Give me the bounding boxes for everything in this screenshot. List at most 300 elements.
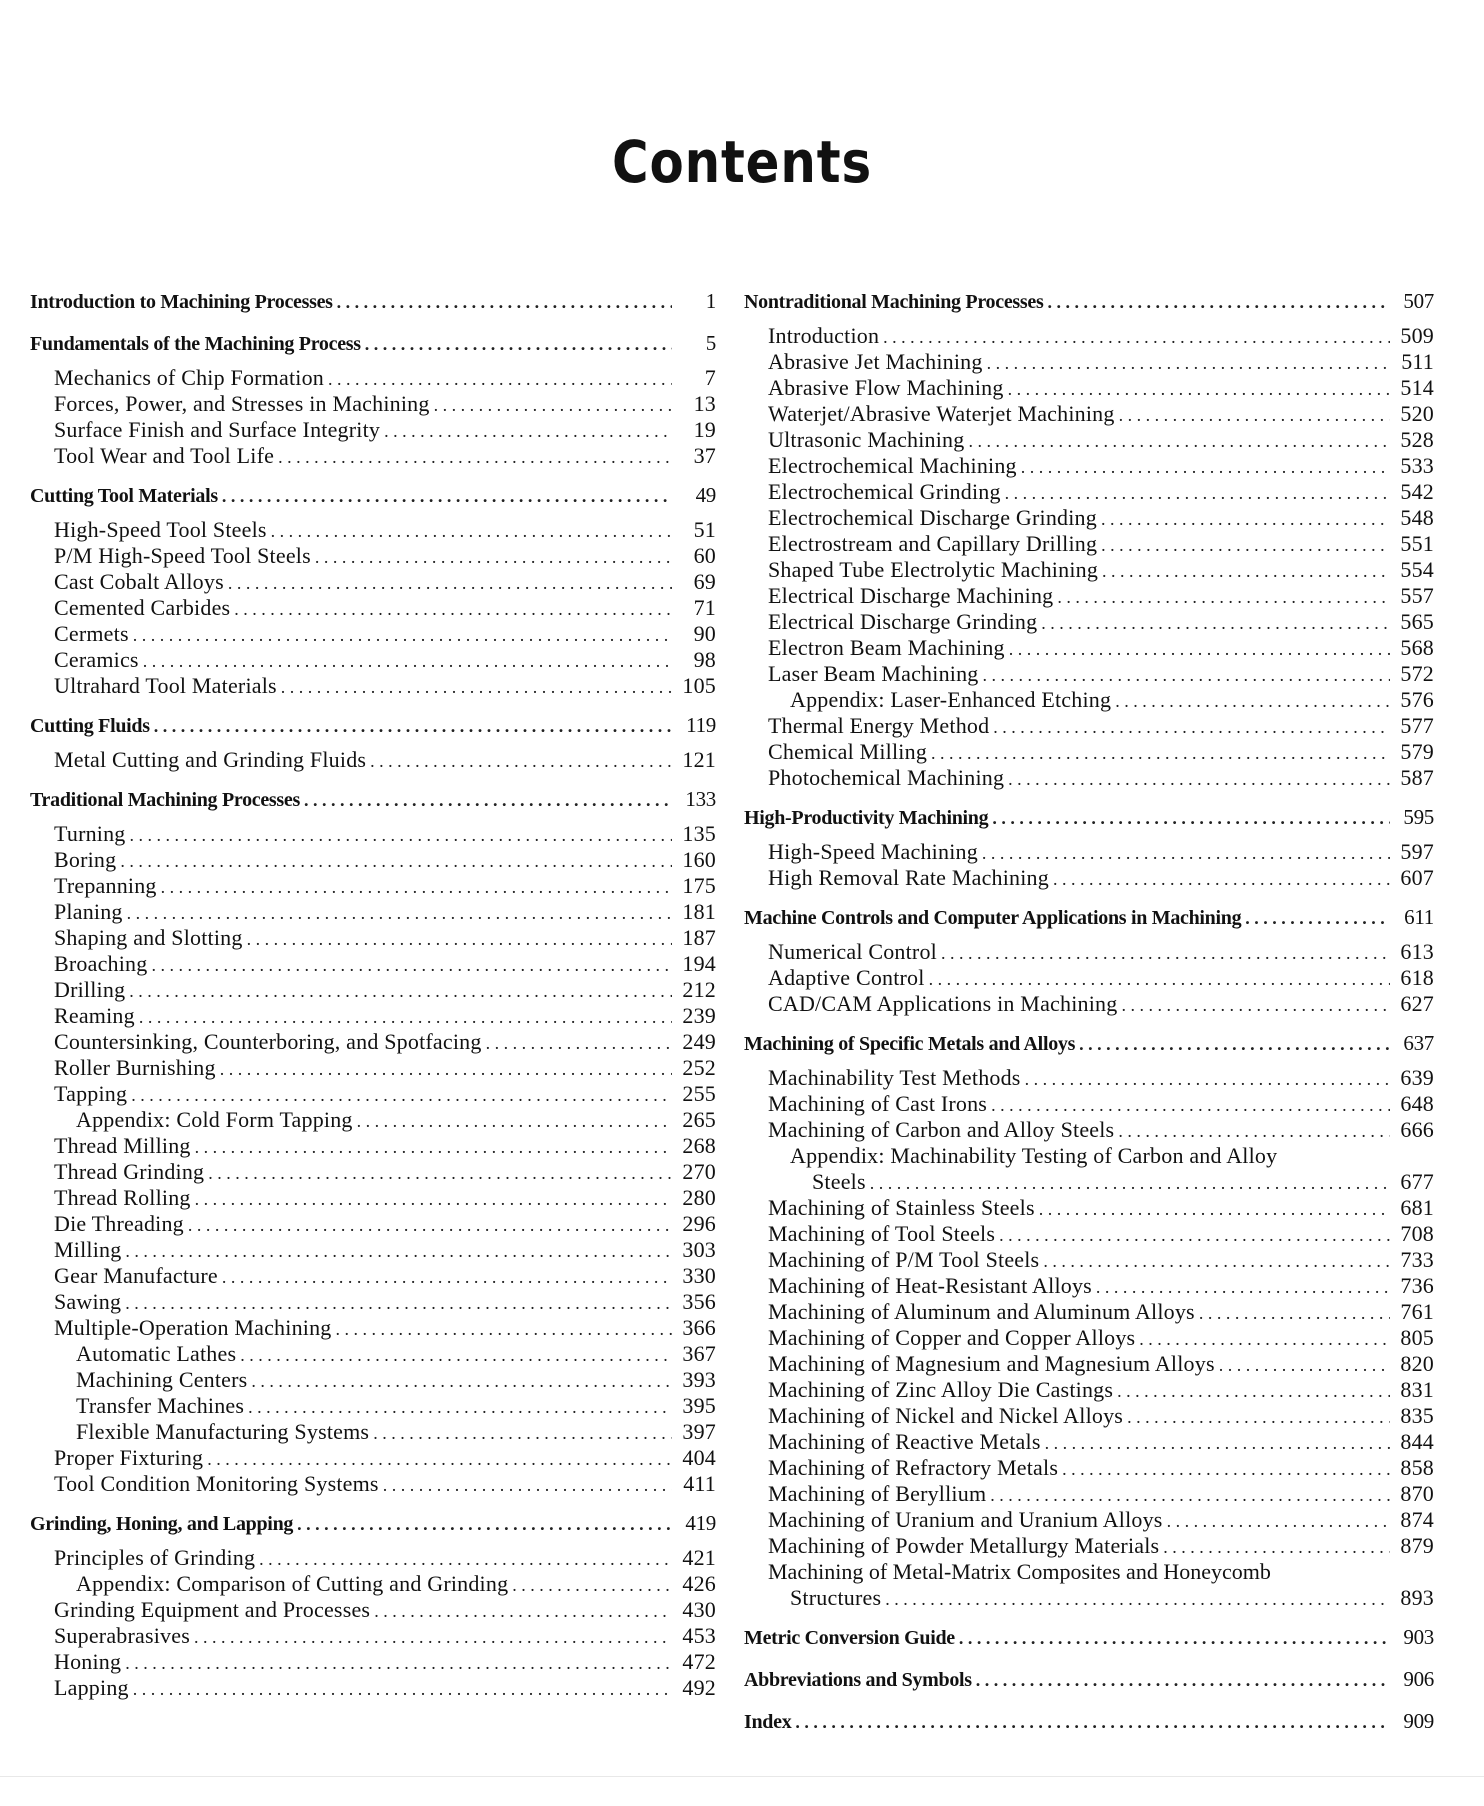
dot-leader: [259, 1545, 672, 1572]
toc-section-heading[interactable]: [744, 901, 1434, 933]
page-number: 557: [1400, 583, 1434, 608]
dot-leader: [373, 1419, 672, 1446]
toc-entry[interactable]: [744, 557, 1434, 583]
entry-title: Machining of Heat-Resistant Alloys: [768, 1273, 1092, 1298]
page-number: 69: [693, 569, 716, 594]
toc-entry[interactable]: [744, 427, 1434, 453]
entry-title: Tapping: [54, 1081, 128, 1106]
page-number: 613: [1400, 939, 1434, 964]
entry-title: Abrasive Jet Machining: [768, 349, 983, 374]
page-number: 252: [682, 1055, 716, 1080]
toc-section-heading[interactable]: [744, 285, 1434, 317]
entry-title: Numerical Control: [768, 939, 937, 964]
page-number: 426: [682, 1571, 716, 1596]
page-number: 49: [695, 483, 716, 507]
page-number: 708: [1400, 1221, 1434, 1246]
page-number: 666: [1400, 1117, 1434, 1142]
toc-section-heading[interactable]: [30, 479, 716, 511]
toc-entry[interactable]: [30, 1675, 716, 1701]
entry-title: Electrical Discharge Machining: [768, 583, 1054, 608]
toc-entry[interactable]: [744, 1429, 1434, 1455]
toc-entry[interactable]: [30, 1133, 716, 1159]
page-number: 249: [682, 1029, 716, 1054]
toc-entry[interactable]: [744, 1273, 1434, 1299]
toc-entry[interactable]: [30, 1055, 716, 1081]
page-number: 239: [682, 1003, 716, 1028]
entry-title: Boring: [54, 847, 117, 872]
toc-entry[interactable]: [30, 517, 716, 543]
entry-title: CAD/CAM Applications in Machining: [768, 991, 1118, 1016]
toc-entry[interactable]: [30, 1237, 716, 1263]
toc-entry[interactable]: [744, 505, 1434, 531]
dot-leader: [929, 965, 1390, 992]
dot-leader: [885, 1585, 1390, 1612]
toc-entry[interactable]: [30, 647, 716, 673]
page-number: 870: [1400, 1481, 1434, 1506]
toc-entry[interactable]: [744, 1351, 1434, 1377]
section-title: Cutting Fluids: [30, 715, 150, 737]
dot-leader: [228, 569, 672, 596]
toc-entry[interactable]: [30, 1419, 716, 1445]
entry-title: Structures: [790, 1585, 882, 1610]
dot-leader: [154, 710, 672, 742]
toc-entry[interactable]: [30, 1393, 716, 1419]
page-number: 627: [1400, 991, 1434, 1016]
section-title: Machine Controls and Computer Applications in Machining: [744, 907, 1242, 929]
dot-leader: [1008, 765, 1390, 792]
page-number: 681: [1400, 1195, 1434, 1220]
entry-title: Forces, Power, and Stresses in Machining: [54, 391, 430, 416]
page-number: 595: [1403, 805, 1434, 829]
toc-entry[interactable]: [744, 1299, 1434, 1325]
dot-leader: [151, 951, 672, 978]
dot-leader: [870, 1169, 1390, 1196]
toc-entry[interactable]: [744, 1377, 1434, 1403]
toc-entry[interactable]: [30, 543, 716, 569]
dot-leader: [1005, 479, 1390, 506]
dot-leader: [1102, 557, 1390, 584]
toc-entry[interactable]: [30, 1571, 716, 1597]
dot-leader: [987, 349, 1390, 376]
section-title: High-Productivity Machining: [744, 807, 989, 829]
entry-title: Gear Manufacture: [54, 1263, 218, 1288]
toc-entry[interactable]: [30, 1445, 716, 1471]
page-number: 265: [682, 1107, 716, 1132]
entry-title: Machining of Metal-Matrix Composites and Honeycomb: [768, 1559, 1271, 1584]
dot-leader: [297, 1508, 672, 1540]
dot-leader: [1163, 1533, 1390, 1560]
entry-title: Thermal Energy Method: [768, 713, 990, 738]
entry-title: Thread Rolling: [54, 1185, 191, 1210]
toc-entry[interactable]: [744, 401, 1434, 427]
entry-title: Appendix: Machinability Testing of Carbon and Alloy: [790, 1143, 1278, 1168]
dot-leader: [1117, 1377, 1390, 1404]
toc-entry[interactable]: [30, 1211, 716, 1237]
page-number: 577: [1400, 713, 1434, 738]
entry-title: Sawing: [54, 1289, 122, 1314]
entry-title: Machining of Carbon and Alloy Steels: [768, 1117, 1115, 1142]
toc-entry[interactable]: [744, 453, 1434, 479]
dot-leader: [194, 1623, 672, 1650]
dot-leader: [125, 1237, 672, 1264]
toc-section-heading[interactable]: [744, 1621, 1434, 1653]
entry-title: Principles of Grinding: [54, 1545, 256, 1570]
page-number: 367: [682, 1341, 716, 1366]
dot-leader: [251, 1367, 672, 1394]
toc-entry[interactable]: [744, 1481, 1434, 1507]
entry-title: Machining of Stainless Steels: [768, 1195, 1035, 1220]
entry-title: Steels: [812, 1169, 866, 1194]
page-number: 520: [1400, 401, 1434, 426]
toc-entry[interactable]: [30, 595, 716, 621]
page-number: 858: [1400, 1455, 1434, 1480]
section-title: Grinding, Honing, and Lapping: [30, 1513, 294, 1535]
toc-entry[interactable]: [30, 899, 716, 925]
dot-leader: [139, 1003, 672, 1030]
toc-entry[interactable]: [30, 569, 716, 595]
entry-title: Machining of Beryllium: [768, 1481, 987, 1506]
dot-leader: [1021, 453, 1390, 480]
toc-section-heading[interactable]: [744, 801, 1434, 833]
page-number: 587: [1400, 765, 1434, 790]
dot-leader: [1115, 687, 1390, 714]
toc-entry[interactable]: [744, 531, 1434, 557]
page-number: 51: [693, 517, 716, 542]
toc-entry[interactable]: [744, 1169, 1434, 1195]
entry-title: Ultrasonic Machining: [768, 427, 965, 452]
entry-title: Drilling: [54, 977, 126, 1002]
toc-entry[interactable]: [744, 739, 1434, 765]
toc-section: [30, 327, 716, 469]
dot-leader: [370, 747, 672, 774]
toc-entry[interactable]: [30, 1263, 716, 1289]
toc-section-heading[interactable]: [30, 327, 716, 359]
toc-section: [30, 709, 716, 773]
dot-leader: [120, 847, 672, 874]
toc-right-column: [744, 285, 1434, 1747]
toc-entry[interactable]: [30, 873, 716, 899]
page-number: 511: [1401, 349, 1434, 374]
toc-entry[interactable]: [744, 865, 1434, 891]
dot-leader: [195, 1133, 672, 1160]
entry-title: Abrasive Flow Machining: [768, 375, 1004, 400]
dot-leader: [931, 739, 1390, 766]
entry-title: Appendix: Cold Form Tapping: [76, 1107, 353, 1132]
page-number: 280: [682, 1185, 716, 1210]
toc-section: [30, 285, 716, 317]
entry-title: Machining of Aluminum and Aluminum Alloys: [768, 1299, 1195, 1324]
toc-entry[interactable]: [30, 821, 716, 847]
dot-leader: [941, 939, 1390, 966]
toc-entry[interactable]: [30, 1081, 716, 1107]
page-number: 533: [1400, 453, 1434, 478]
toc-entry[interactable]: [744, 1143, 1434, 1169]
toc-entry[interactable]: [30, 417, 716, 443]
toc-entry[interactable]: [30, 951, 716, 977]
toc-entry[interactable]: [30, 1289, 716, 1315]
dot-leader: [883, 323, 1390, 350]
toc-section: [30, 1507, 716, 1701]
entry-title: High-Speed Tool Steels: [54, 517, 267, 542]
toc-entry[interactable]: [744, 1585, 1434, 1611]
dot-leader: [1079, 1028, 1390, 1060]
page-number: 404: [682, 1445, 716, 1470]
toc-entry[interactable]: [744, 583, 1434, 609]
dot-leader: [248, 1393, 672, 1420]
page-number: 514: [1400, 375, 1434, 400]
toc-entry[interactable]: [30, 1315, 716, 1341]
page-number: 554: [1400, 557, 1434, 582]
dot-leader: [990, 1481, 1390, 1508]
toc-section-heading[interactable]: [30, 285, 716, 317]
page-number: 181: [682, 899, 716, 924]
page-number: 270: [682, 1159, 716, 1184]
dot-leader: [1008, 375, 1390, 402]
toc-entry[interactable]: [30, 1107, 716, 1133]
page-number: 903: [1403, 1625, 1434, 1649]
entry-title: Turning: [54, 821, 126, 846]
toc-section-heading[interactable]: [744, 1027, 1434, 1059]
toc-entry[interactable]: [30, 391, 716, 417]
page-number: 105: [682, 673, 716, 698]
entry-title: Machining of Magnesium and Magnesium Alloys: [768, 1351, 1215, 1376]
toc-entry[interactable]: [744, 1559, 1434, 1585]
dot-leader: [222, 480, 672, 512]
toc-entry[interactable]: [744, 713, 1434, 739]
toc-entry[interactable]: [744, 1221, 1434, 1247]
page-number: 411: [683, 1471, 716, 1496]
page-number: 820: [1400, 1351, 1434, 1376]
toc-entry[interactable]: [744, 349, 1434, 375]
toc-entry[interactable]: [744, 1247, 1434, 1273]
toc-entry[interactable]: [744, 965, 1434, 991]
entry-title: Machining of Reactive Metals: [768, 1429, 1041, 1454]
dot-leader: [1057, 583, 1390, 610]
toc-left-column: [30, 285, 716, 1711]
section-title: Fundamentals of the Machining Process: [30, 333, 361, 355]
entry-title: Proper Fixturing: [54, 1445, 204, 1470]
page-number: 542: [1400, 479, 1434, 504]
toc-section-heading[interactable]: [30, 1507, 716, 1539]
toc-section: [30, 479, 716, 699]
dot-leader: [131, 1081, 672, 1108]
page-number: 60: [693, 543, 716, 568]
page-number: 5: [705, 331, 716, 355]
toc-entry[interactable]: [744, 1325, 1434, 1351]
toc-section-heading[interactable]: [30, 709, 716, 741]
toc-entry[interactable]: [744, 1065, 1434, 1091]
entry-title: Reaming: [54, 1003, 135, 1028]
entry-title: Machining of Tool Steels: [768, 1221, 996, 1246]
entry-title: Roller Burnishing: [54, 1055, 216, 1080]
toc-entry[interactable]: [30, 621, 716, 647]
toc-section-heading[interactable]: [744, 1705, 1434, 1737]
entry-title: Grinding Equipment and Processes: [54, 1597, 371, 1622]
entry-title: Machining of Nickel and Nickel Alloys: [768, 1403, 1124, 1428]
toc-entry[interactable]: [744, 839, 1434, 865]
toc-entry[interactable]: [744, 1195, 1434, 1221]
page-number: 7: [704, 365, 716, 390]
entry-title: Automatic Lathes: [76, 1341, 237, 1366]
toc-entry[interactable]: [744, 1533, 1434, 1559]
dot-leader: [1199, 1299, 1390, 1326]
dot-leader: [337, 286, 672, 318]
toc-entry[interactable]: [30, 443, 716, 469]
entry-title: Appendix: Comparison of Cutting and Grinding: [76, 1571, 509, 1596]
page-number: 90: [693, 621, 716, 646]
toc-entry[interactable]: [30, 673, 716, 699]
toc-entry[interactable]: [744, 375, 1434, 401]
dot-leader: [1118, 1117, 1390, 1144]
toc-entry[interactable]: [30, 977, 716, 1003]
page-edge: [0, 1776, 1484, 1777]
toc-entry[interactable]: [30, 1597, 716, 1623]
toc-entry[interactable]: [744, 1455, 1434, 1481]
toc-entry[interactable]: [30, 847, 716, 873]
page-number: 296: [682, 1211, 716, 1236]
dot-leader: [992, 802, 1390, 834]
toc-entry[interactable]: [30, 1367, 716, 1393]
dot-leader: [1121, 991, 1390, 1018]
entry-title: Surface Finish and Surface Integrity: [54, 417, 381, 442]
page-number: 453: [682, 1623, 716, 1648]
page-number: 579: [1400, 739, 1434, 764]
toc-entry[interactable]: [30, 1003, 716, 1029]
toc-entry[interactable]: [30, 1341, 716, 1367]
page-number: 572: [1400, 661, 1434, 686]
toc-entry[interactable]: [744, 1403, 1434, 1429]
toc-section: [744, 1705, 1434, 1737]
entry-title: High-Speed Machining: [768, 839, 978, 864]
section-title: Metric Conversion Guide: [744, 1627, 955, 1649]
entry-title: Countersinking, Counterboring, and Spotfacing: [54, 1029, 482, 1054]
dot-leader: [991, 1091, 1390, 1118]
toc-section: [744, 901, 1434, 1017]
toc-entry[interactable]: [30, 1185, 716, 1211]
dot-leader: [127, 899, 672, 926]
page-number: 1: [705, 289, 716, 313]
page-number: 509: [1400, 323, 1434, 348]
dot-leader: [1096, 1273, 1390, 1300]
page-number: 98: [693, 647, 716, 672]
page-number: 135: [682, 821, 716, 846]
toc-entry[interactable]: [30, 365, 716, 391]
toc-section-heading[interactable]: [744, 1663, 1434, 1695]
section-title: Introduction to Machining Processes: [30, 291, 333, 313]
toc-entry[interactable]: [744, 323, 1434, 349]
toc-entry[interactable]: [744, 609, 1434, 635]
dot-leader: [1245, 902, 1390, 934]
entry-title: Planing: [54, 899, 123, 924]
toc-entry[interactable]: [30, 1623, 716, 1649]
toc-entry[interactable]: [744, 635, 1434, 661]
toc-entry[interactable]: [30, 1159, 716, 1185]
section-title: Traditional Machining Processes: [30, 789, 300, 811]
page-number: 648: [1400, 1091, 1434, 1116]
page-number: 637: [1403, 1031, 1434, 1055]
entry-title: Lapping: [54, 1675, 129, 1700]
toc-entry[interactable]: [30, 925, 716, 951]
page-number: 736: [1400, 1273, 1434, 1298]
entry-title: Shaped Tube Electrolytic Machining: [768, 557, 1099, 582]
page-number: 268: [682, 1133, 716, 1158]
toc-entry[interactable]: [744, 1117, 1434, 1143]
entry-title: Transfer Machines: [76, 1393, 245, 1418]
toc-section: [744, 1027, 1434, 1611]
page-number: 831: [1400, 1377, 1434, 1402]
page-number: 419: [685, 1511, 716, 1535]
dot-leader: [1101, 531, 1390, 558]
section-title: Index: [744, 1711, 792, 1733]
page-number: 330: [682, 1263, 716, 1288]
page-number: 492: [682, 1675, 716, 1700]
page-number: 844: [1400, 1429, 1434, 1454]
toc-section-heading[interactable]: [30, 783, 716, 815]
page-number: 194: [682, 951, 716, 976]
page-number: 874: [1400, 1507, 1434, 1532]
dot-leader: [130, 821, 672, 848]
page-title: Contents: [612, 128, 872, 196]
dot-leader: [512, 1571, 672, 1598]
toc-entry[interactable]: [30, 1029, 716, 1055]
page-number: 618: [1400, 965, 1434, 990]
toc-entry[interactable]: [744, 991, 1434, 1017]
page-number: 421: [682, 1545, 716, 1570]
toc-entry[interactable]: [744, 1091, 1434, 1117]
entry-title: Laser Beam Machining: [768, 661, 979, 686]
toc-entry[interactable]: [30, 1471, 716, 1497]
toc-entry[interactable]: [744, 661, 1434, 687]
toc-entry[interactable]: [30, 1545, 716, 1571]
entry-title: Trepanning: [54, 873, 157, 898]
dot-leader: [125, 1649, 672, 1676]
dot-leader: [220, 1055, 672, 1082]
entry-title: Machining of Zinc Alloy Die Castings: [768, 1377, 1114, 1402]
entry-title: Mechanics of Chip Formation: [54, 365, 324, 390]
page-number: 119: [686, 713, 716, 737]
toc-entry[interactable]: [744, 765, 1434, 791]
page-number: 366: [682, 1315, 716, 1340]
page-number: 71: [693, 595, 716, 620]
toc-entry[interactable]: [30, 1649, 716, 1675]
dot-leader: [486, 1029, 672, 1056]
page-number: 430: [682, 1597, 716, 1622]
page-number: 395: [682, 1393, 716, 1418]
dot-leader: [795, 1706, 1390, 1738]
toc-entry[interactable]: [30, 747, 716, 773]
entry-title: Machining of Refractory Metals: [768, 1455, 1059, 1480]
page-number: 677: [1400, 1169, 1434, 1194]
toc-entry[interactable]: [744, 1507, 1434, 1533]
dot-leader: [195, 1185, 672, 1212]
dot-leader: [234, 595, 672, 622]
dot-leader: [133, 621, 672, 648]
entry-title: Broaching: [54, 951, 148, 976]
entry-title: High Removal Rate Machining: [768, 865, 1049, 890]
page-number: 133: [685, 787, 716, 811]
dot-leader: [968, 427, 1390, 454]
dot-leader: [328, 365, 672, 392]
toc-entry[interactable]: [744, 939, 1434, 965]
entry-title: Honing: [54, 1649, 122, 1674]
entry-title: Waterjet/Abrasive Waterjet Machining: [768, 401, 1115, 426]
toc-entry[interactable]: [744, 687, 1434, 713]
entry-title: Introduction: [768, 323, 880, 348]
entry-title: Electron Beam Machining: [768, 635, 1005, 660]
page-number: 175: [682, 873, 716, 898]
toc-entry[interactable]: [744, 479, 1434, 505]
dot-leader: [384, 417, 672, 444]
